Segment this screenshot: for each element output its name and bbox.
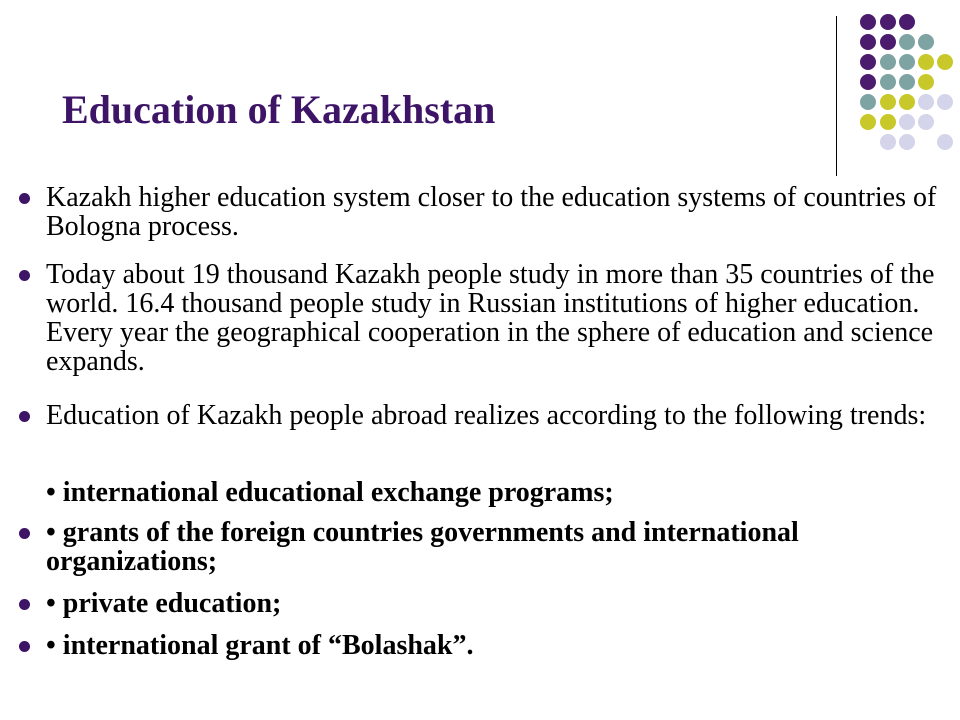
bullet-item: • international educational exchange programs;	[46, 477, 614, 508]
bullet-item: Education of Kazakh people abroad realizes according to the following trends:	[46, 400, 927, 431]
bullet-marker	[19, 270, 30, 281]
slide-title: Education of Kazakhstan	[62, 87, 496, 132]
bullet-item: • private education;	[46, 588, 282, 619]
bullet-marker	[19, 641, 30, 652]
bullet-item: • international grant of “Bolashak”.	[46, 630, 474, 661]
bullet-marker	[19, 599, 30, 610]
bullet-marker	[19, 528, 30, 539]
bullet-item: Today about 19 thousand Kazakh people study in more than 35 countries of the world. 16.4 thousand people study in Russian institutions of higher education. Every year the geographical cooperation in the sphere of education and science expands.	[46, 259, 935, 377]
bullet-marker	[19, 193, 30, 204]
bullet-item: Kazakh higher education system closer to the education systems of countries of Bologna process.	[46, 182, 937, 242]
bullet-item: • grants of the foreign countries governments and international organizations;	[46, 517, 799, 577]
bullet-marker	[19, 411, 30, 422]
